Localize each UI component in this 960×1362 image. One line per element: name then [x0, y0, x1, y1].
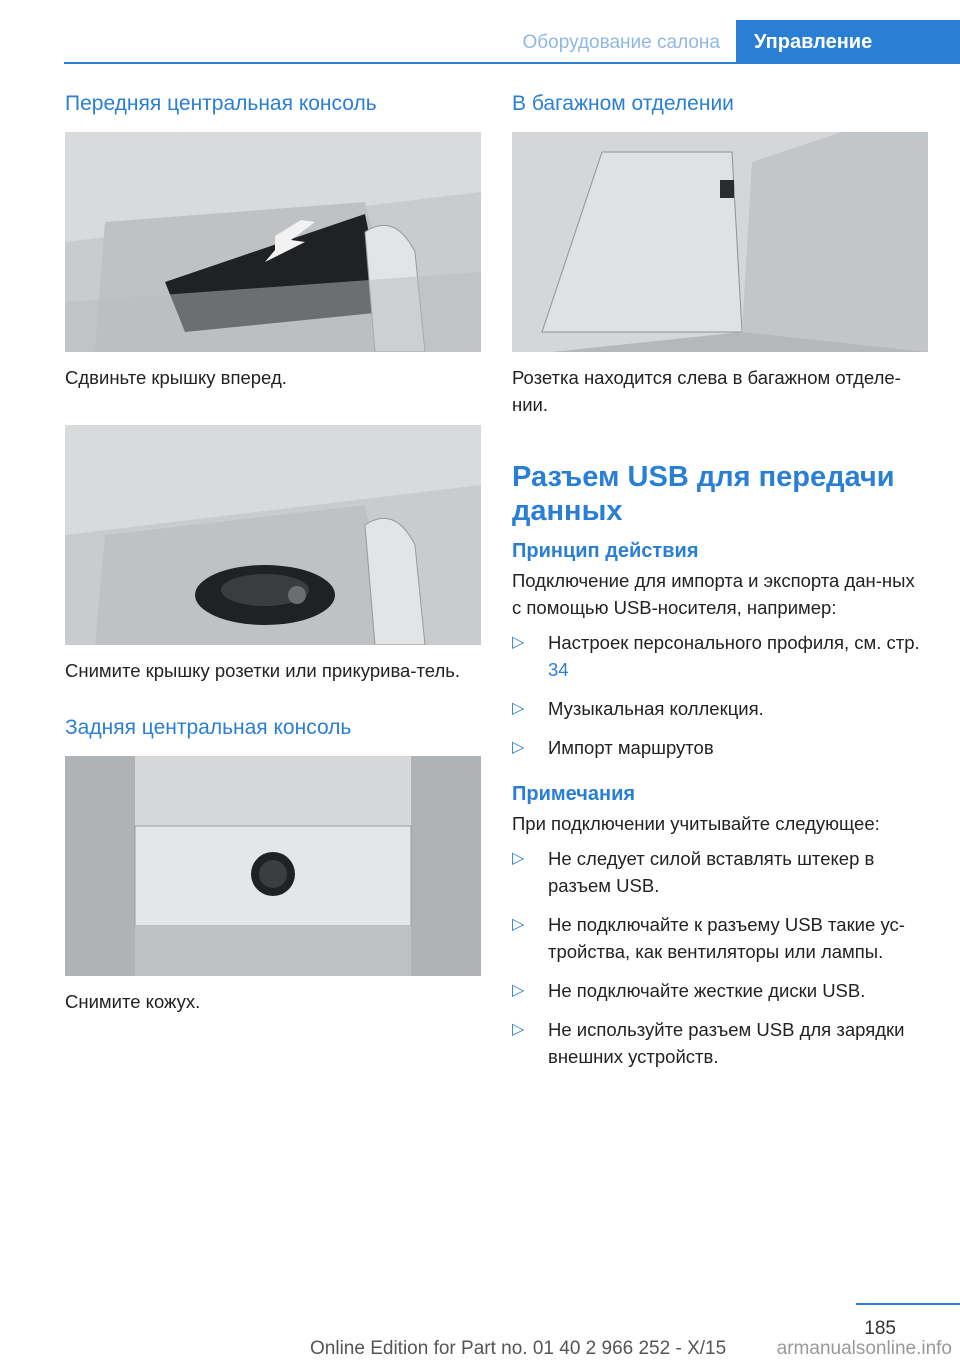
luggage-compartment-photo	[512, 132, 928, 352]
list-item: ▷ Не следует силой вставлять штекер в разъем USB.	[512, 845, 928, 899]
watermark: armanualsonline.info	[776, 1338, 952, 1359]
heading-luggage: В багажном отделении	[512, 92, 734, 115]
front-console-socket-photo	[65, 425, 481, 645]
header-chapter-tab[interactable]: Управление	[736, 20, 960, 62]
section-title-usb: Разъем USB для передачи данных	[512, 461, 895, 527]
triangle-right-icon: ▷	[512, 634, 525, 651]
intro-notes: При подключении учитывайте следующее:	[512, 813, 880, 834]
list-item: ▷ Не подключайте жесткие диски USB.	[512, 977, 928, 1004]
triangle-right-icon: ▷	[512, 739, 525, 756]
front-console-photo	[65, 132, 481, 352]
list-item: ▷ Не используйте разъем USB для зарядки внешних устройств.	[512, 1016, 928, 1070]
right-column	[512, 92, 928, 1082]
socket-icon	[288, 586, 306, 604]
page-number: 185	[864, 1318, 896, 1339]
caption-remove-socket-cover: Снимите крышку розетки или прикурива-тель.	[65, 660, 461, 681]
subheading-notes: Примечания	[512, 783, 636, 805]
usb-uses-list	[512, 629, 928, 761]
page-header	[64, 20, 960, 64]
list-item: ▷ Не подключайте к разъему USB такие ус-тройства, как вентиляторы или лампы.	[512, 911, 928, 965]
list-item: ▷ Импорт маршрутов	[512, 734, 928, 761]
luggage-socket-icon	[720, 180, 734, 198]
list-item: ▷ Музыкальная коллекция.	[512, 695, 928, 722]
intro-usb: Подключение для импорта и экспорта дан-ных с помощью USB-носителя, например:	[512, 570, 915, 618]
footer-rule	[856, 1303, 960, 1305]
triangle-right-icon: ▷	[512, 700, 525, 717]
triangle-right-icon: ▷	[512, 916, 525, 933]
edition-note: Online Edition for Part no. 01 40 2 966 252 - X/15	[310, 1338, 727, 1359]
page-link[interactable]: 34	[548, 659, 569, 680]
caption-slide-cover: Сдвиньте крышку вперед.	[65, 367, 287, 388]
list-item: ▷ Настроек персонального профиля, см. стр. 34	[512, 629, 928, 683]
triangle-right-icon: ▷	[512, 1021, 525, 1038]
caption-remove-cover: Снимите кожух.	[65, 991, 201, 1012]
heading-rear-console: Задняя центральная консоль	[65, 716, 352, 739]
triangle-right-icon: ▷	[512, 850, 525, 867]
header-section-title: Оборудование салона	[522, 32, 720, 53]
notes-list	[512, 845, 928, 1070]
rear-console-photo	[65, 756, 481, 976]
caption-socket-location: Розетка находится слева в багажном отделе-нии.	[512, 367, 901, 415]
triangle-right-icon: ▷	[512, 982, 525, 999]
subheading-principle: Принцип действия	[512, 540, 699, 562]
heading-front-console: Передняя центральная консоль	[65, 92, 377, 115]
left-column	[65, 92, 481, 1015]
